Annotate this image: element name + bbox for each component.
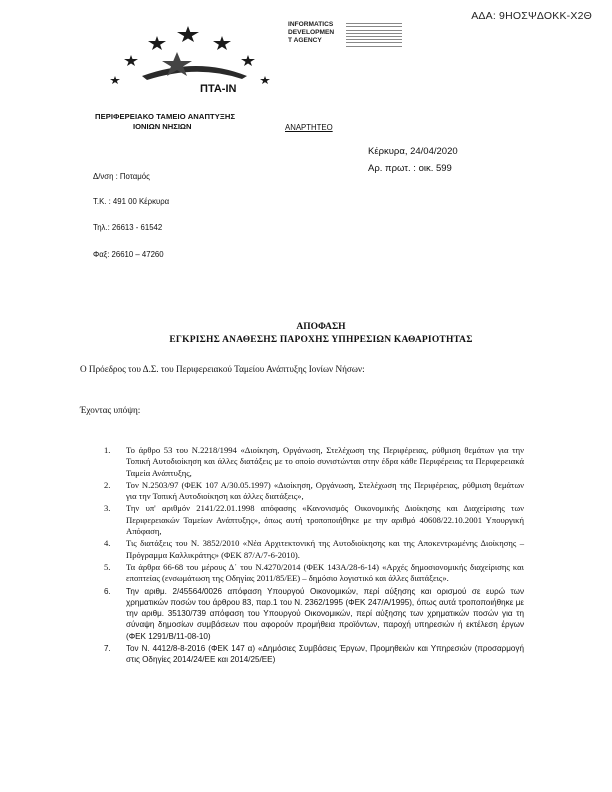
list-item [104, 480, 524, 503]
list-item-number: 1. [104, 445, 111, 455]
list-item-text: Τα άρθρα 66-68 του μέρους Δ΄ του Ν.4270/2014 (ΦΕΚ 143Α/28-6-14) «Αρχές δημοσιονομικής διαχείρισης και εποπτείας (ενσωμάτωση της Οδηγίας 2011/85/ΕΕ) – δημόσιο λογιστικό και άλλες διατάξεις». [126, 561, 524, 584]
list-item-text: Την αριθμ. 2/45564/0026 απόφαση Υπουργού Οικονομικών, περί αύξησης και ορισμού σε ευρώ των χρηματικών ποσών του άρθρου 83, παρ.1 του Ν. 2362/1995 (ΦΕΚ 247/Α/1995), όπως αυτά τροποποιήθηκε με την αριθμ. 35130/739 απόφαση του Υπουργού Οικονομικών, περί αύξησης των χρηματικών ποσών για τη σύναψη δημοσίων συμβάσεων που αφορούν προμήθεια προϊόντων, παροχή υπηρεσιών ή εκτέλεση έργων (ΦΕΚ 1291/Β/11-08-10) [126, 586, 524, 641]
list-item [104, 586, 524, 642]
list-item [104, 503, 524, 537]
org-name-line2: ΙΟΝΙΩΝ ΝΗΣΙΩΝ [133, 122, 192, 131]
list-item-number: 5. [104, 561, 111, 572]
list-item-text: Τον Ν. 4412/8-8-2016 (ΦΕΚ 147 α) «Δημόσιες Συμβάσεις Έργων, Προμηθειών και Υπηρεσιών (προσαρμογή στις Οδηγίες 2014/24/ΕΕ και 2014/25/ΕΕ) [126, 644, 524, 665]
informatics-line2: DEVELOPMEN [288, 29, 335, 36]
list-item-number: 4. [104, 538, 111, 549]
list-item-number: 2. [104, 479, 111, 490]
list-item [104, 643, 524, 666]
informatics-agency-label [288, 21, 334, 45]
list-item-text: Τον Ν.2503/97 (ΦΕΚ 107 Α/30.05.1997) «Διοίκηση, Οργάνωση, Στελέχωση της Περιφέρειας, ρύθμιση θεμάτων για την Τοπική Αυτοδιοίκηση και άλλες διατάξεις», [126, 479, 524, 502]
informatics-decorative-lines [346, 21, 406, 47]
post-notice-label: ΑΝΑΡΤΗΤΕΟ [285, 123, 333, 132]
sender-phone: Τηλ.: 26613 - 61542 [93, 223, 163, 232]
sender-fax: Φαξ: 26610 – 47260 [93, 250, 164, 259]
informatics-line3: T AGENCY [288, 37, 322, 44]
list-item-number: 3. [104, 503, 111, 514]
list-item [104, 445, 524, 479]
list-item-text: Τις διατάξεις του Ν. 3852/2010 «Νέα Αρχιτεκτονική της Αυτοδιοίκησης και της Αποκεντρωμένης Διοίκησης –Πρόγραμμα Καλλικράτης» (ΦΕΚ 87/Α/7-6-2010). [126, 538, 524, 560]
list-item-number: 7. [104, 644, 111, 654]
list-item-text: Το άρθρο 53 του Ν.2218/1994 «Διοίκηση, Οργάνωση, Στελέχωση της Περιφέρειας, ρύθμιση θεμάτων για την Τοπική Αυτοδιοίκηση και άλλες διατάξεις με το οποίο συνιστώνται στην έδρα κάθε Περιφέρειας τα Περιφερειακά Ταμεία Ανάπτυξης, [126, 445, 524, 478]
list-item-text: Την υπ' αριθμόν 2141/22.01.1998 απόφασης «Κανονισμός Οικονομικής Διοίκησης και Διαχείρισης των Περιφερειακών Ταμείων Ανάπτυξης», όπως αυτή τροποποιήθηκε με την αριθμό 40608/22.10.2001 Υπουργική Απόφαση, [126, 503, 524, 537]
org-name-line1: ΠΕΡΙΦΕΡΕΙΑΚΟ ΤΑΜΕΙΟ ΑΝΑΠΤΥΞΗΣ [95, 112, 236, 121]
ada-code: ΑΔΑ: 9ΗΟΣΨΔΟΚΚ-Χ2Θ [471, 10, 592, 22]
sender-address: Δ/νση : Ποταμός [93, 172, 150, 181]
document-title: ΑΠΟΦΑΣΗ [296, 322, 346, 332]
informatics-line1: INFORMATICS [288, 21, 334, 28]
list-item-number: 6. [104, 586, 111, 596]
document-subtitle: ΕΓΚΡΙΣΗΣ ΑΝΑΘΕΣΗΣ ΠΑΡΟΧΗΣ ΥΠΗΡΕΣΙΩΝ ΚΑΘΑΡΙΟΤΗΤΑΣ [169, 335, 473, 345]
sender-zip: Τ.Κ. : 491 00 Κέρκυρα [93, 197, 170, 206]
intro-text: Ο Πρόεδρος του Δ.Σ. του Περιφερειακού Ταμείου Ανάπτυξης Ιονίων Νήσων: [80, 364, 365, 374]
protocol-number: Αρ. πρωτ. : οικ. 599 [368, 163, 452, 174]
having-considered: Έχοντας υπόψη: [80, 405, 141, 415]
logo-text: ΠΤΑ-ΙΝ [200, 83, 237, 95]
considerations-list [104, 445, 524, 667]
list-item [104, 562, 524, 585]
place-date: Κέρκυρα, 24/04/2020 [368, 146, 458, 157]
logo-stars-icon [82, 14, 282, 104]
list-item [104, 538, 524, 561]
